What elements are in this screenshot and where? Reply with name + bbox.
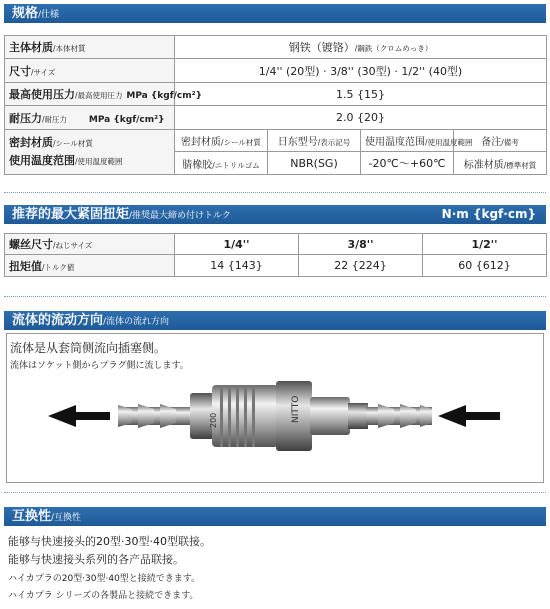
torque-table [4,233,547,277]
label-sub: /最高使用圧力 [75,91,123,100]
spec-row-seal-header [5,130,547,152]
label-main: 尺寸 [9,64,31,78]
spec-label [5,106,175,130]
flow-title-sub: /流体の流れ方向 [103,317,170,327]
spec-section-title [4,4,546,23]
seal-header [361,130,473,152]
torque-value: 22 {224} [299,255,423,277]
value-sub: /ニトリルゴム [212,160,260,170]
spec-table [4,35,547,175]
divider [4,192,546,193]
label-main: 主体材质 [9,41,53,54]
spec-title-sub: /仕様 [38,10,60,20]
compat-line: 能够与快速接头系列的各产品联接。 [8,553,184,566]
spec-row-material [5,36,547,59]
seal-header [268,130,361,152]
plug-body [310,397,432,435]
value-sub: /鋼鉄（クロムめっき） [354,44,433,53]
socket-body [190,381,312,451]
torque-size: 3/8'' [299,234,423,255]
label-sub: /本体材質 [53,44,86,53]
header-main: 使用温度范围 [365,137,425,148]
compat-line: ハイカプラ シリーズの各製品と接続できます。 [8,591,199,601]
label-main: 螺丝尺寸 [9,238,53,251]
coupler-mark-size: 200 [209,412,218,428]
seal-value [454,152,547,175]
spec-row-proof-pressure [5,106,547,130]
compat-line: ハイカプラの20型·30型·40型と接続できます。 [8,574,201,584]
torque-size: 1/4'' [175,234,299,255]
spec-value: 1.5 {15} [175,83,547,106]
header-main: 密封材质 [181,137,222,148]
spec-value [175,36,547,59]
divider [4,296,546,297]
flow-section-title [4,311,546,330]
divider [4,492,546,493]
torque-section-title [4,205,546,224]
spec-value: 1/4'' (20型) · 3/8'' (30型) · 1/2'' (40型) [175,59,547,83]
label-sub: /シール材質 [53,139,93,148]
label-main: 使用温度范围 [9,154,75,167]
torque-unit: N·m {kgf·cm} [441,207,536,221]
label-sub: /トルク値 [42,262,75,272]
compat-section-title [4,507,546,526]
torque-size: 1/2'' [423,234,547,255]
torque-row-size [5,234,547,255]
seal-value: NBR(SG) [268,152,361,175]
torque-label [5,234,175,255]
value-main: 标准材质 [463,159,504,171]
spec-row-size [5,59,547,83]
unit: MPa {kgf/cm²} [88,114,165,125]
seal-value: -20℃～+60℃ [361,152,454,175]
header-sub: /シール材質 [221,138,261,147]
spec-title-text: 规格 [12,6,39,21]
unit: MPa {kgf/cm²} [126,91,202,101]
torque-value: 60 {612} [423,255,547,277]
label-main: 最高使用压力 [9,88,75,101]
value-sub: /標準材質 [503,160,537,170]
flow-arrow-left-icon [48,405,110,427]
compat-title-sub: /互換性 [51,513,82,523]
header-sub: /備考 [501,138,519,147]
torque-row-value [5,255,547,277]
label-sub: /使用温度範囲 [75,157,123,166]
header-main: 日东型号 [277,137,318,148]
torque-title-sub: /推奨最大締め付けトルク [129,211,231,221]
spec-label [5,59,175,83]
spec-label [5,83,202,106]
seal-value [175,152,268,175]
coupler-illustration [6,333,544,483]
header-main: 备注 [481,137,502,148]
torque-value: 14 {143} [175,255,299,277]
spec-value: 2.0 {20} [175,106,547,130]
flow-arrow-right-icon [438,405,500,427]
coupler-mark-brand: NITTO [291,395,301,423]
label-main: 耐压力 [9,111,42,125]
value-main: 腈橡胶 [182,159,213,171]
spec-label [5,36,175,59]
label-sub: /耐圧力 [42,114,68,124]
label-main: 密封材质 [9,136,53,149]
torque-label [5,255,175,277]
left-hose-barb [118,404,192,428]
compat-title-text: 互换性 [12,509,52,524]
compat-line: 能够与快速接头的20型·30型·40型联接。 [8,535,211,548]
header-sub: /使用温度範囲 [425,138,473,147]
label-main: 扭矩值 [9,259,42,273]
flow-text-jp: 流体はソケット側からプラグ側に流します。 [10,361,189,371]
label-sub: /ねじサイズ [53,241,93,250]
flow-text-cn: 流体是从套筒侧流向插塞侧。 [10,341,167,355]
header-sub: /表示記号 [317,138,351,147]
torque-title-text: 推荐的最大紧固扭矩 [12,207,130,222]
seal-label [5,130,175,175]
flow-title-text: 流体的流动方向 [12,313,104,328]
label-sub: /サイズ [31,67,56,77]
value-main: 钢铁（镀铬） [288,41,355,54]
seal-header [175,130,268,152]
spec-row-max-pressure [5,83,547,106]
